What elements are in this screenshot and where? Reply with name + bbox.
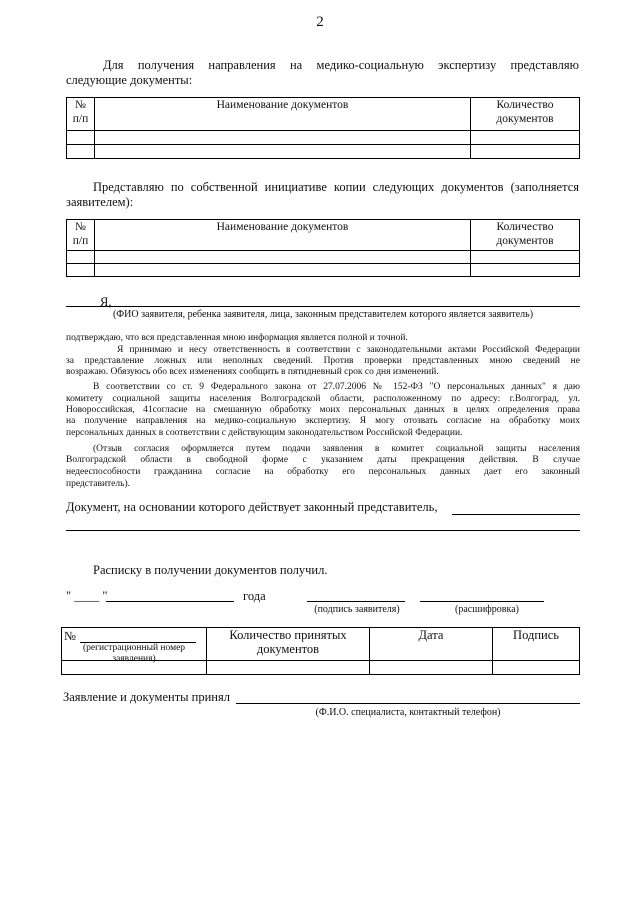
representative-label: Документ, на основании которого действует законный представитель, xyxy=(66,500,438,514)
receipt-date-month-line[interactable] xyxy=(106,601,234,602)
table-row xyxy=(67,131,580,145)
confirm-text: подтверждаю, что вся представленная мною информация является полной и точной. xyxy=(66,333,408,343)
ya-label: Я, xyxy=(100,295,112,309)
table-row xyxy=(67,264,580,277)
table-row xyxy=(67,145,580,159)
section1-intro-line2: следующие документы: xyxy=(66,73,193,87)
specialist-caption: (Ф.И.О. специалиста, контактный телефон) xyxy=(315,707,501,718)
number-sign: № xyxy=(64,629,76,643)
consent-line4: на получение направления на медико-социальную экспертизу. Я могу отозвать согласие на обработку моих xyxy=(66,416,580,426)
consent-line5: персональных данных в соответствии с действующим законодательством Российской Федерации. xyxy=(66,428,463,438)
table-row xyxy=(67,251,580,264)
fio-line[interactable] xyxy=(66,306,580,307)
registration-caption: (регистрационный номер заявления) xyxy=(82,643,186,664)
responsibility-line3: возражаю. Обязуюсь обо всех изменениях сообщить в пятидневный срок со дня изменений. xyxy=(66,367,439,377)
representative-line-1[interactable] xyxy=(452,514,580,515)
col-header-quantity: Количество документов xyxy=(471,98,580,131)
own-initiative-documents-table xyxy=(66,219,580,277)
col-header-number: № п/п xyxy=(67,220,95,251)
consent-line1: В соответствии со ст. 9 Федерального закона от 27.07.2006 № 152-ФЗ "О персональных данных" я даю xyxy=(93,382,580,392)
applicant-signature-line[interactable] xyxy=(307,601,405,602)
specialist-line[interactable] xyxy=(236,703,580,704)
receipt-year-word: года xyxy=(243,589,266,603)
section1-intro-line1: Для получения направления на медико-социальную экспертизу представляю xyxy=(103,58,579,72)
responsibility-line1: Я принимаю и несу ответственность в соответствии с законодательными актами Российской Федерации xyxy=(117,345,580,355)
documents-table xyxy=(66,97,580,159)
accepted-count-header: Количество принятых документов xyxy=(207,628,370,661)
registration-number-cell[interactable] xyxy=(62,628,207,664)
representative-line-2[interactable] xyxy=(66,530,580,531)
decode-caption: (расшифровка) xyxy=(455,604,519,615)
recall-line4: представитель). xyxy=(66,479,131,489)
consent-line2: комитету социальной защиты населения Волгоградской области, расположенному по адресу: г.Волгоград, ул. xyxy=(66,394,580,404)
page-number: 2 xyxy=(316,14,324,30)
section2-intro-line1: Представляю по собственной инициативе копии следующих документов (заполняется xyxy=(93,180,579,194)
signature-header: Подпись xyxy=(493,628,580,661)
section2-intro-line2: заявителем): xyxy=(66,195,134,209)
recall-line1: (Отзыв согласия оформляется путем подачи заявления в комитет социальной защиты населения xyxy=(93,444,580,454)
col-header-name: Наименование документов xyxy=(95,98,471,131)
signature-decode-line[interactable] xyxy=(420,601,544,602)
accepted-label: Заявление и документы принял xyxy=(63,690,230,704)
fio-caption: (ФИО заявителя, ребенка заявителя, лица, законным представителем которого является заявитель) xyxy=(112,309,534,320)
col-header-quantity: Количество документов xyxy=(471,220,580,251)
col-header-name: Наименование документов xyxy=(95,220,471,251)
recall-line2: Волгоградской области в свободной форме с указанием даты прекращения действия. В случае xyxy=(66,455,580,465)
receipt-label: Расписку в получении документов получил. xyxy=(93,563,328,577)
signature-caption: (подпись заявителя) xyxy=(314,604,400,615)
receipt-date-day: " ____ " xyxy=(66,589,108,603)
consent-line3: Новороссийская, 41согласие на смешанную обработку моих персональных данных в целях определения права xyxy=(66,405,580,415)
registration-table xyxy=(61,627,580,675)
col-header-number: № п/п xyxy=(67,98,95,131)
recall-line3: недееспособности гражданина согласие на обработку его персональных данных дает его законный xyxy=(66,467,580,477)
date-header: Дата xyxy=(370,628,493,661)
responsibility-line2: за представление ложных или неполных сведений. Против проверки представленных мною сведений не xyxy=(66,356,580,366)
